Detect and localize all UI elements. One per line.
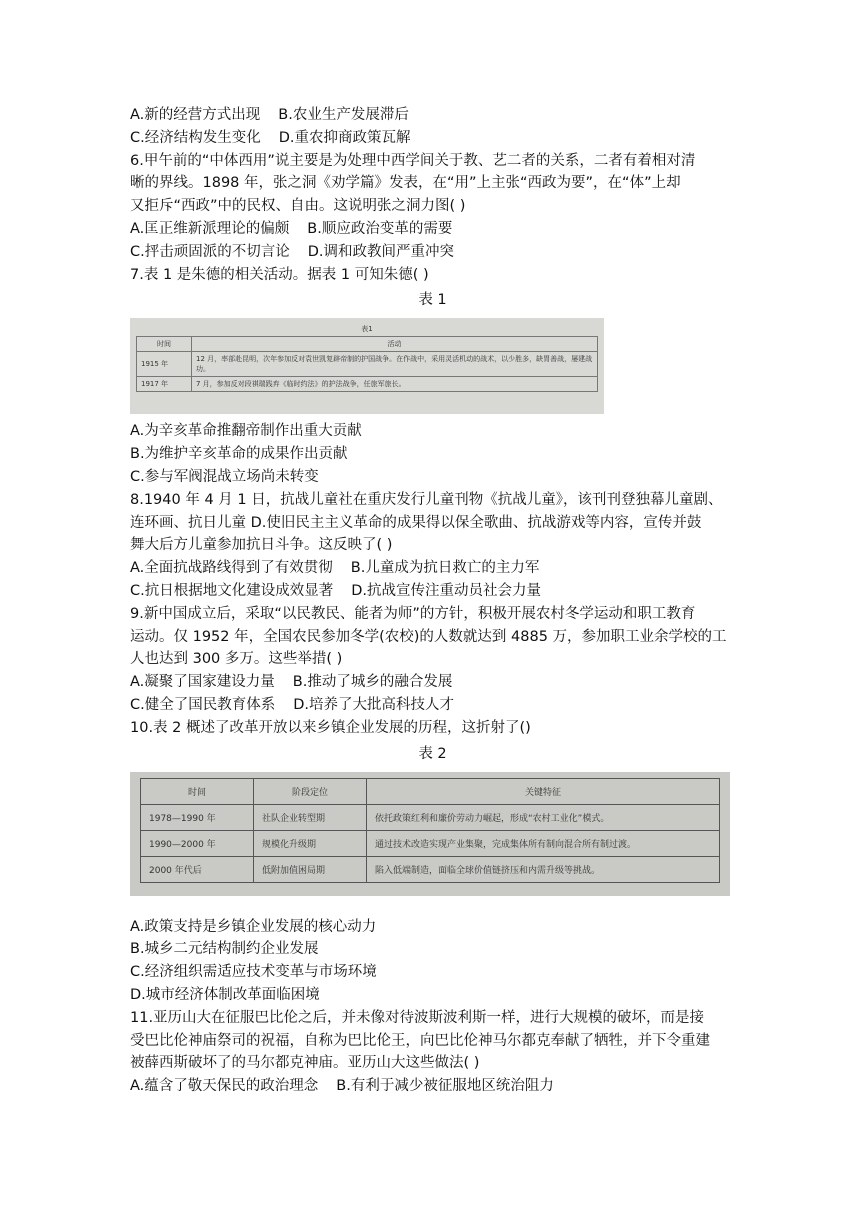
q10-option-c[interactable]: C.经济组织需适应技术变革与市场环境	[130, 964, 377, 981]
q5-option-c[interactable]: C.经济结构发生变化	[130, 129, 261, 146]
q11-stem-line-2: 受巴比伦神庙祭司的祝福，自称为巴比伦王，向巴比伦神马尔都克奉献了牺牲，并下令重建	[130, 1032, 710, 1049]
q6-option-a[interactable]: A.匡正维新派理论的偏颇	[130, 220, 290, 237]
q5-option-d[interactable]: D.重农抑商政策瓦解	[278, 129, 411, 146]
q6-option-b[interactable]: B.顺应政治变革的需要	[307, 220, 453, 237]
q6-stem-line-2: 晰的界线。1898 年，张之洞《劝学篇》发表，在“用”上主张“西政为要”，在“体”上却	[130, 175, 681, 192]
q8-option-d[interactable]: D.抗战宣传注重动员社会力量	[351, 582, 542, 599]
table-1-cell: 12 月，率部赴昆明，次年参加反对袁世凯复辟帝制的护国战争。在作战中，采用灵活机动的战术，以少胜多，缺胃善战，屡建战功。	[192, 352, 598, 377]
q10-option-b[interactable]: B.城乡二元结构制约企业发展	[130, 941, 319, 958]
table-1-inner-title: 表1	[361, 325, 373, 334]
table-2-header-stage: 阶段定位	[254, 778, 367, 804]
table-row	[137, 352, 598, 377]
q9-options-row-1	[130, 671, 735, 694]
q9-option-c[interactable]: C.健全了国民教育体系	[130, 696, 276, 713]
table-2-cell: 低附加值困局期	[254, 856, 367, 882]
q7-option-a[interactable]: A.为辛亥革命推翻帝制作出重大贡献	[130, 423, 362, 440]
q5-options-row-2	[130, 127, 735, 150]
table-2-header-features: 关键特征	[367, 778, 720, 804]
q9-stem-line-1: 9.新中国成立后，采取“以民教民、能者为师”的方针，积极开展农村冬学运动和职工教育	[130, 605, 696, 622]
table-2-cell: 社队企业转型期	[254, 804, 367, 830]
table-row	[141, 804, 720, 830]
q7-stem: 7.表 1 是朱德的相关活动。据表 1 可知朱德( )	[130, 266, 429, 283]
q8-option-a[interactable]: A.全面抗战路线得到了有效贯彻	[130, 560, 333, 577]
q9-option-d[interactable]: D.培养了大批高科技人才	[293, 696, 455, 713]
q6-options-row-1	[130, 218, 735, 241]
q10-stem: 10.表 2 概述了改革开放以来乡镇企业发展的历程，这折射了()	[130, 719, 531, 736]
q7-option-c[interactable]: C.参与军阀混战立场尚未转变	[130, 468, 319, 485]
q6-stem-line-1: 6.甲午前的“中体西用”说主要是为处理中西学间关于教、艺二者的关系，二者有着相对清	[130, 152, 696, 169]
table-2-cell: 规模化升级期	[254, 830, 367, 856]
q8-stem-line-2: 连环画、抗日儿童 D.使旧民主主义革命的成果得以保全歌曲、抗战游戏等内容，宣传并鼓	[130, 514, 702, 531]
q10-option-d[interactable]: D.城市经济体制改革面临困境	[130, 986, 320, 1003]
q7-option-b[interactable]: B.为维护辛亥革命的成果作出贡献	[130, 446, 348, 463]
table-2-cell: 1978—1990 年	[141, 804, 254, 830]
table-1-caption: 表 1	[418, 292, 447, 309]
q11-option-b[interactable]: B.有利于减少被征服地区统治阻力	[336, 1078, 554, 1095]
exam-page	[130, 104, 735, 1098]
q10-option-a[interactable]: A.政策支持是乡镇企业发展的核心动力	[130, 918, 377, 935]
table-2-image	[130, 772, 730, 896]
table-1-header-time: 时间	[137, 337, 192, 352]
q11-option-a[interactable]: A.蕴含了敬天保民的政治理念	[130, 1078, 319, 1095]
q11-stem-line-3: 被薛西斯破坏了的马尔都克神庙。亚历山大这些做法( )	[130, 1055, 480, 1072]
q9-option-a[interactable]: A.凝聚了国家建设力量	[130, 674, 275, 691]
q6-options-row-2	[130, 241, 735, 264]
table-2-cell: 通过技术改造实现产业集聚，完成集体所有制向混合所有制过渡。	[367, 830, 720, 856]
table-2-caption: 表 2	[418, 745, 447, 762]
table-1-cell: 1917 年	[137, 377, 192, 392]
q6-stem-line-3: 又拒斥“西政”中的民权、自由。这说明张之洞力图( )	[130, 198, 466, 215]
q6-option-d[interactable]: D.调和政教间严重冲突	[307, 243, 455, 260]
table-2	[140, 778, 720, 883]
q8-options-row-2	[130, 580, 735, 603]
q9-options-row-2	[130, 694, 735, 717]
table-1-image	[130, 318, 604, 414]
q8-stem-line-1: 8.1940 年 4 月 1 日，抗战儿童社在重庆发行儿童刊物《抗战儿童》，该刊刊登独幕儿童剧、	[130, 491, 723, 508]
q5-options-row-1	[130, 104, 735, 127]
table-2-cell: 陷入低端制造，面临全球价值链挤压和内需升级等挑战。	[367, 856, 720, 882]
q8-options-row-1	[130, 557, 735, 580]
q11-options-row-1	[130, 1075, 735, 1098]
table-1	[136, 322, 598, 392]
q8-option-b[interactable]: B.儿童成为抗日救亡的主力军	[350, 560, 540, 577]
table-row	[137, 377, 598, 392]
table-row	[141, 856, 720, 882]
table-1-header-activity: 活动	[192, 337, 598, 352]
q9-stem-line-3: 人也达到 300 多万。这些举措( )	[130, 651, 343, 668]
q8-option-c[interactable]: C.抗日根据地文化建设成效显著	[130, 582, 334, 599]
table-2-cell: 2000 年代后	[141, 856, 254, 882]
table-2-header-time: 时间	[141, 778, 254, 804]
table-1-cell: 1915 年	[137, 352, 192, 377]
table-1-cell: 7 月，参加反对段祺瑞践弃《临时约法》的护法战争，任旅军旅长。	[192, 377, 598, 392]
q9-stem-line-2: 运动。仅 1952 年，全国农民参加冬学(农校)的人数就达到 4885 万，参加职工业余学校的工	[130, 628, 727, 645]
q5-option-b[interactable]: B.农业生产发展滞后	[278, 107, 409, 123]
q6-option-c[interactable]: C.抨击顽固派的不切言论	[130, 243, 290, 260]
q9-option-b[interactable]: B.推动了城乡的融合发展	[292, 674, 453, 691]
q5-option-a[interactable]: A.新的经营方式出现	[130, 107, 261, 123]
q11-stem-line-1: 11.亚历山大在征服巴比伦之后，并未像对待波斯波利斯一样，进行大规模的破坏，而是接	[130, 1009, 705, 1026]
table-row	[141, 830, 720, 856]
q8-stem-line-3: 舞大后方儿童参加抗日斗争。这反映了( )	[130, 537, 393, 554]
table-2-cell: 依托政策红利和廉价劳动力崛起，形成“农村工业化”模式。	[367, 804, 720, 830]
table-2-cell: 1990—2000 年	[141, 830, 254, 856]
